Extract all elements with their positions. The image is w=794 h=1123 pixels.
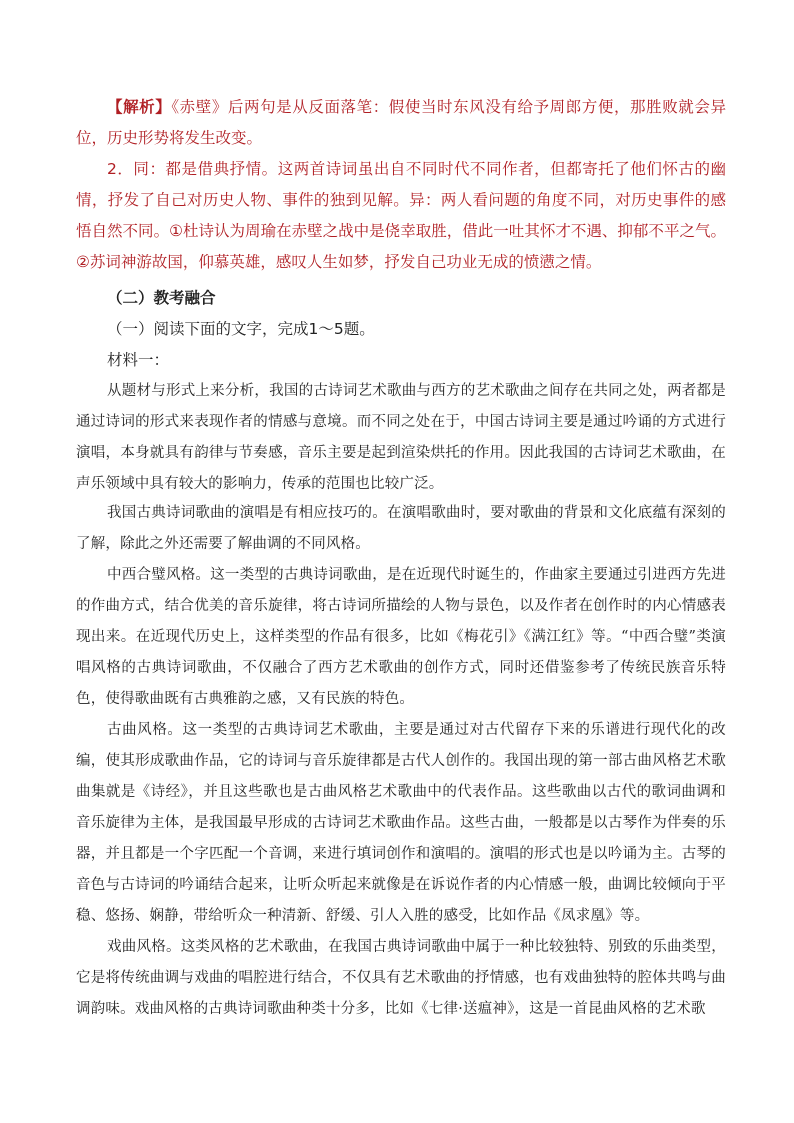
body-paragraph-3: 中西合璧风格。这一类型的古典诗词歌曲，是在近现代时诞生的，作曲家主要通过引进西方先进的作曲方式，结合优美的音乐旋律，将古诗词所描绘的人物与景色，以及作者在创作时的内心情感表现出来。在近现代历史上，这样类型的作品有很多，比如《梅花引》《满江红》等。“中西合璧”类演唱风格的古典诗词歌曲，不仅融合了西方艺术歌曲的创作方式，同时还借鉴参考了传统民族音乐特色，使得歌曲既有古典雅韵之感，又有民族的特色。 bbox=[76, 567, 726, 707]
body-paragraph-2: 我国古典诗词歌曲的演唱是有相应技巧的。在演唱歌曲时，要对歌曲的背景和文化底蕴有深刻的了解，除此之外还需要了解曲调的不同风格。 bbox=[76, 505, 726, 552]
analysis-paragraph bbox=[76, 92, 726, 154]
body-paragraph-1: 从题材与形式上来分析，我国的古诗词艺术歌曲与西方的艺术歌曲之间存在共同之处，两者都是通过诗词的形式来表现作者的情感与意境。而不同之处在于，中国古诗词主要是通过吟诵的方式进行演唱，本身就具有韵律与节奏感，音乐主要是起到渲染烘托的作用。因此我国的古诗词艺术歌曲，在声乐领域中具有较大的影响力，传承的范围也比较广泛。 bbox=[76, 383, 726, 492]
section-title: （二）教考融合 bbox=[107, 289, 216, 307]
material-label: 材料一： bbox=[107, 351, 170, 369]
body-paragraph-5: 戏曲风格。这类风格的艺术歌曲，在我国古典诗词歌曲中属于一种比较独特、别致的乐曲类型，它是将传统曲调与戏曲的唱腔进行结合，不仅具有艺术歌曲的抒情感，也有戏曲独特的腔体共鸣与曲调韵味。戏曲风格的古典诗词歌曲种类十分多，比如《七律·送瘟神》，这是一首昆曲风格的艺术歌 bbox=[76, 939, 726, 1017]
body-paragraph-4: 古曲风格。这一类型的古典诗词艺术歌曲，主要是通过对古代留存下来的乐谱进行现代化的改编，使其形成歌曲作品，它的诗词与音乐旋律都是古代人创作的。我国出现的第一部古曲风格艺术歌曲集就是《诗经》，并且这些歌也是古曲风格艺术歌曲中的代表作品。这些歌曲以古代的歌词曲调和音乐旋律为主体，是我国最早形成的古诗词艺术歌曲作品。这些古曲，一般都是以古琴作为伴奏的乐器，并且都是一个字匹配一个音调，来进行填词创作和演唱的。演唱的形式也是以吟诵为主。古琴的音色与古诗词的吟诵结合起来，让听众听起来就像是在诉说作者的内心情感一般，曲调比较倾向于平稳、悠扬、娴静，带给听众一种清新、舒缓、引人入胜的感受，比如作品《凤求凰》等。 bbox=[76, 722, 726, 924]
instruction-text: （一）阅读下面的文字，完成1～5题。 bbox=[107, 320, 375, 338]
analysis-tag: 【解析】 bbox=[107, 98, 172, 116]
analysis-text: 《赤壁》后两句是从反面落笔：假使当时东风没有给予周郎方便，那胜败就会异位，历史形势将发生改变。 bbox=[76, 98, 726, 147]
answer-2-paragraph: 2．同：都是借典抒情。这两首诗词虽出自不同时代不同作者，但都寄托了他们怀古的幽情，抒发了自己对历史人物、事件的独到见解。异：两人看问题的角度不同，对历史事件的感悟自然不同。①杜诗认为周瑜在赤壁之战中是侥幸取胜，借此一吐其怀才不遇、抑郁不平之气。②苏词神游故国，仰慕英雄，感叹人生如梦，抒发自己功业无成的愤懑之情。 bbox=[76, 160, 726, 271]
